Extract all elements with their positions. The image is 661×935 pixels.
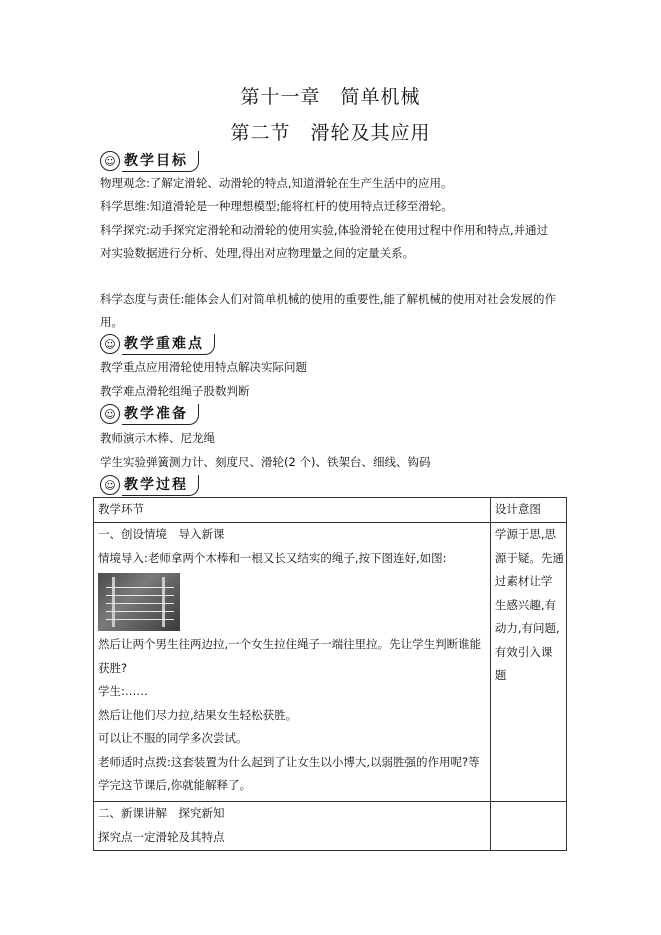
emoji-icon: ☺ xyxy=(100,475,120,495)
cell-line: 然后让两个男生往两边拉,一个女生拉住绳子一端往里拉。先让学生判断谁能 xyxy=(98,637,482,651)
cell-line: 学生:…… xyxy=(98,684,148,698)
table-cell xyxy=(94,802,491,851)
rope-shape xyxy=(106,603,174,604)
process-table xyxy=(93,497,567,851)
intent-cell xyxy=(490,802,566,851)
intent-line: 动力,有问题, xyxy=(494,621,560,635)
cell-line: 然后让他们尽力拉,结果女生轻松获胜。 xyxy=(98,707,298,722)
cell-line: 可以让不服的同学多次尝试。 xyxy=(98,731,248,745)
preparation-line: 教师演示木棒、尼龙绳 xyxy=(100,431,215,445)
cell-line: 老师适时点拨:这套装置为什么起到了让女生以小博大,以弱胜强的作用呢?等 xyxy=(98,754,480,769)
process-heading: 教学过程 xyxy=(122,475,199,496)
objective-line: 科学态度与责任:能体会人们对简单机械的使用的重要性,能了解机械的使用对社会发展的作 xyxy=(100,292,557,306)
key-point-line: 教学难点滑轮组绳子股数判断 xyxy=(100,384,250,398)
header-cell: 教学环节 xyxy=(94,498,491,523)
key-point-line: 教学重点应用滑轮使用特点解决实际问题 xyxy=(100,360,307,374)
intent-line: 题 xyxy=(494,668,507,682)
rope-shape xyxy=(106,619,174,620)
emoji-icon: ☺ xyxy=(100,151,120,171)
header-cell: 设计意图 xyxy=(490,498,566,523)
preparation-badge xyxy=(100,403,199,425)
chapter-title: 第十一章 简单机械 xyxy=(240,86,421,108)
intent-line: 生感兴趣,有 xyxy=(494,597,556,612)
cell-line: 学完这节课后,你就能解释了。 xyxy=(98,778,252,792)
table-row xyxy=(94,802,567,851)
intent-cell xyxy=(490,523,566,802)
preparation-line: 学生实验弹簧测力计、刻度尺、滑轮(2 个)、铁架台、细线、钩码 xyxy=(100,455,431,469)
table-cell xyxy=(94,523,491,802)
rope-pulley-photo xyxy=(98,573,180,631)
rope-shape xyxy=(106,611,174,612)
section-title: 第二节 滑轮及其应用 xyxy=(230,122,431,144)
objective-line: 科学探究:动手探究定滑轮和动滑轮的使用实验,体验滑轮在使用过程中作用和特点,并通过 xyxy=(100,223,549,237)
objectives-heading: 教学目标 xyxy=(122,151,199,172)
emoji-icon: ☺ xyxy=(100,404,120,424)
key-points-badge xyxy=(100,333,215,355)
objective-line: 科学思维:知道滑轮是一种理想模型;能将杠杆的使用特点迁移至滑轮。 xyxy=(100,199,453,213)
key-points-heading: 教学重难点 xyxy=(122,334,215,355)
intent-line: 有效引入课 xyxy=(494,644,553,659)
intent-line: 过素材让学 xyxy=(494,574,553,588)
objectives-badge xyxy=(100,150,199,172)
rope-shape xyxy=(106,595,174,596)
process-badge xyxy=(100,474,199,496)
intent-line: 学源于思,思 xyxy=(494,527,556,541)
cell-line: 二、新课讲解 探究新知 xyxy=(98,806,225,820)
rope-shape xyxy=(106,587,174,588)
emoji-icon: ☺ xyxy=(100,334,120,354)
table-header-row xyxy=(94,498,567,523)
table-row xyxy=(94,523,567,802)
cell-line: 一、创设情境 导入新课 xyxy=(98,527,225,541)
cell-line: 获胜? xyxy=(98,660,128,675)
objective-line: 对实验数据进行分析、处理,得出对应物理量之间的定量关系。 xyxy=(100,246,415,260)
cell-line: 情境导入:老师拿两个木棒和一根又长又结实的绳子,按下图连好,如图: xyxy=(98,550,447,565)
objective-line: 用。 xyxy=(100,315,123,329)
cell-line: 探究点一定滑轮及其特点 xyxy=(98,829,225,844)
intent-line: 源于疑。先通 xyxy=(494,550,564,565)
objective-line: 物理观念:了解定滑轮、动滑轮的特点,知道滑轮在生产生活中的应用。 xyxy=(100,176,453,190)
preparation-heading: 教学准备 xyxy=(122,404,199,425)
